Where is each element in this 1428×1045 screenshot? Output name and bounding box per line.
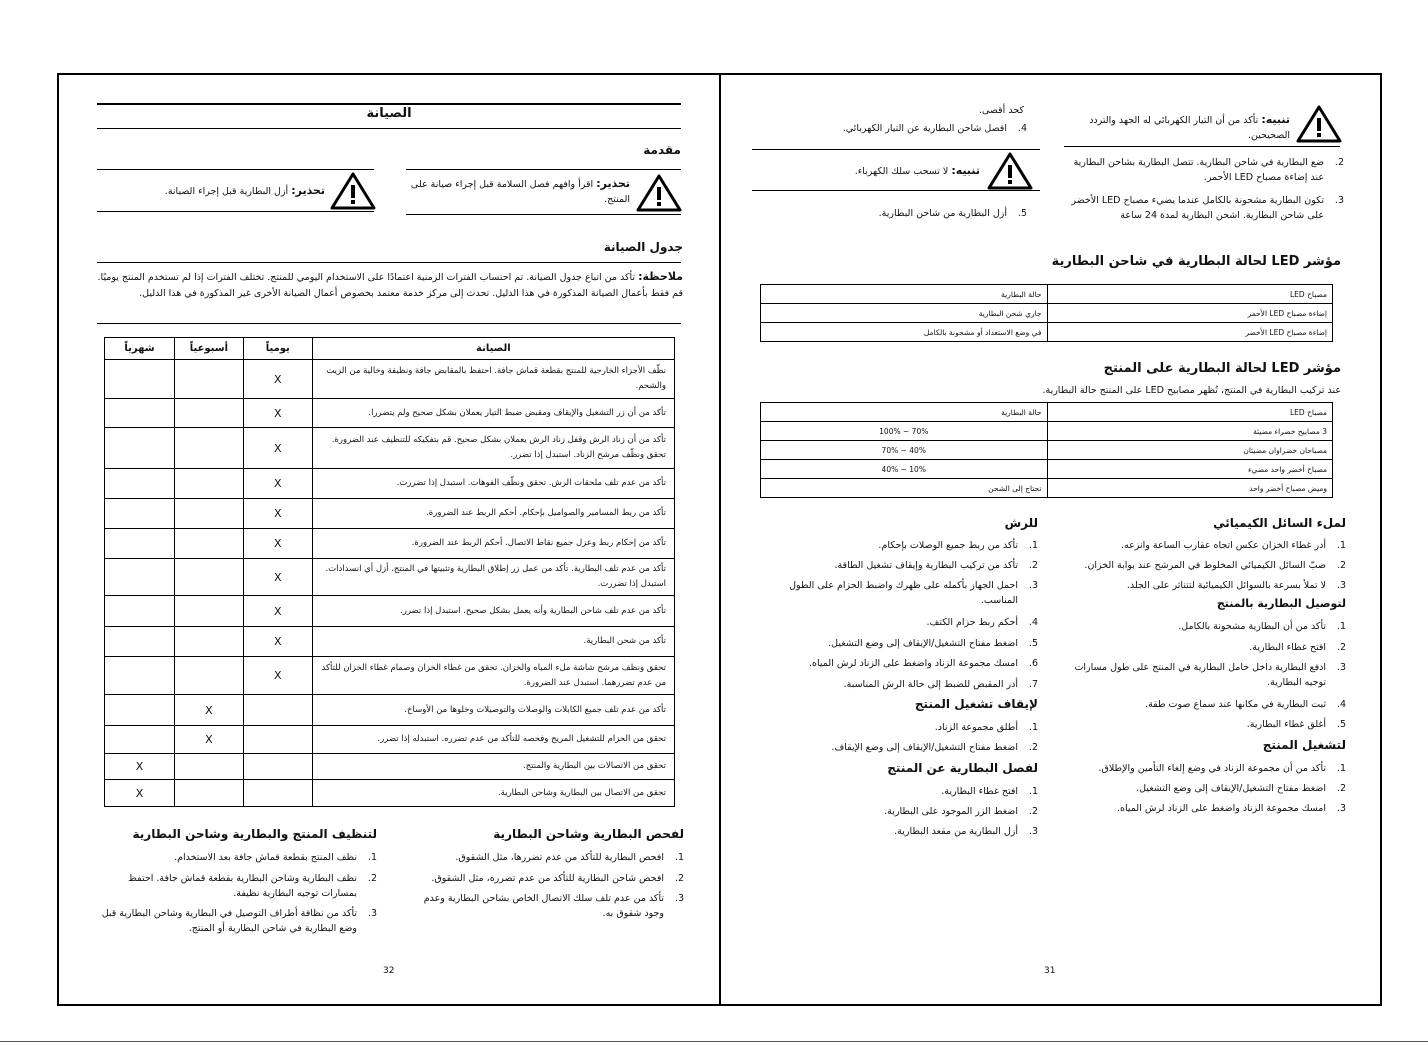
item-number: 5.	[1028, 638, 1038, 649]
item-text: تأكد من عدم تلف سلك الاتصال الخاص بشاحن البطارية وعدم وجود شقوق به.	[423, 893, 664, 919]
item-text: تأكد من تركيب البطارية وإيقاف تشغيل الطاقة.	[834, 560, 1018, 571]
table-row	[105, 529, 675, 559]
header-daily: يومياً	[243, 338, 312, 360]
item-text: افحص البطارية للتأكد من عدم تضررها، مثل الشقوق.	[455, 852, 664, 863]
warning2-body: اقرأ وافهم فصل السلامة قبل إجراء صيانة على المنتج.	[410, 179, 630, 205]
item-text: اضغط مفتاح التشغيل/الإيقاف إلى وضع التشغيل.	[828, 638, 1018, 649]
monthly-cell	[105, 399, 175, 428]
daily-cell: X	[243, 399, 312, 428]
page-number-right: 31	[1044, 966, 1056, 976]
item-number: 1.	[367, 852, 377, 863]
connect-heading: لتوصيل البطارية بالمنتج	[1216, 597, 1346, 610]
list-item	[752, 636, 1038, 651]
item-text: أطلق مجموعة الزناد.	[934, 722, 1018, 733]
item-number: 2.	[1028, 806, 1038, 817]
note-label: ملاحظة:	[638, 270, 683, 283]
table-row	[761, 479, 1333, 498]
item-number: 2.	[1028, 560, 1038, 571]
daily-cell: X	[243, 428, 312, 469]
list-item	[1064, 660, 1346, 690]
item-text: صبّ السائل الكيميائي المخلوط في المرشح عند بوابة الخزان.	[1084, 560, 1326, 571]
schedule-heading: جدول الصيانة	[603, 240, 683, 254]
item-number: 3.	[1028, 580, 1038, 591]
caution-cord-rule-bottom	[752, 190, 1040, 191]
maintenance-table	[104, 337, 675, 807]
table-row	[105, 428, 675, 469]
list-item	[97, 850, 377, 865]
intro-heading: مقدمة	[643, 143, 681, 157]
table-row	[105, 559, 675, 596]
task-cell: نظّف الأجزاء الخارجية للمنتج بقطعة قماش جافة. احتفظ بالمقابض جافة ونظيفة وخالية من الزيت والشحم.	[312, 360, 674, 399]
list-item	[752, 720, 1038, 735]
item-number: 5.	[1017, 208, 1027, 219]
weekly-cell	[174, 657, 243, 695]
list-item	[97, 871, 377, 901]
note-rule-bottom	[97, 323, 681, 324]
caution-cord-body: لا تسحب سلك الكهرباء.	[854, 166, 949, 177]
item-number: 3.	[1336, 580, 1346, 591]
item-text: ضع البطارية في شاحن البطارية. تتصل البطارية بشاحن البطارية عند إضاءة مصباح LED الأحمر.	[1073, 157, 1324, 183]
list-item	[404, 891, 684, 921]
list-item	[1064, 801, 1346, 816]
item-text: افتح غطاء البطارية.	[1249, 642, 1326, 653]
weekly-cell	[174, 360, 243, 399]
list-item	[752, 740, 1038, 755]
task-cell: تحقق من الحزام للتشغيل المريح وفحصه للتأكد من عدم تضرره. استبدله إذا تضرر.	[312, 726, 674, 754]
item-number: 2.	[1336, 783, 1346, 794]
item-text: اضغط الزر الموجود على البطارية.	[884, 806, 1018, 817]
spray-heading: للرش	[1004, 516, 1038, 530]
caution-cord-label: تنبيه:	[951, 164, 980, 177]
status-cell: تحتاج إلى الشحن	[761, 479, 1048, 498]
list-item	[752, 538, 1038, 553]
item-text: ادفع البطارية داخل حامل البطارية في المنتج على طول مسارات توجيه البطارية.	[1074, 662, 1326, 688]
status-cell: جاري شحن البطارية	[761, 304, 1048, 323]
list-item	[1064, 697, 1346, 712]
page-title: الصيانة	[366, 106, 412, 121]
list-item	[1064, 640, 1346, 655]
header-led: مصباح LED	[1047, 285, 1332, 304]
item-text: تأكد من أن مجموعة الزناد في وضع إلغاء التأمين والإطلاق.	[1098, 763, 1326, 774]
page-divider	[719, 75, 721, 1004]
task-cell: تأكد من إحكام ربط وعزل جميع نقاط الاتصال. أحكم الربط عند الضرورة.	[312, 529, 674, 559]
table-row	[105, 657, 675, 695]
caution-top-body: تأكد من أن التيار الكهربائي له الجهد والتردد الصحيحين.	[1089, 115, 1290, 141]
list-item	[752, 656, 1038, 671]
daily-cell	[243, 695, 312, 726]
clean-heading: لتنظيف المنتج والبطارية وشاحن البطارية	[132, 827, 377, 841]
item-number: 2.	[1334, 157, 1344, 168]
table-row	[105, 596, 675, 627]
item-text: تكون البطارية مشحونة بالكامل عندما يضيء مصباح LED الأخضر على شاحن البطارية. اشحن البطارية لمدة 24 ساعة	[1071, 195, 1324, 221]
warning1-text	[97, 183, 325, 199]
led-cell: إضاءة مصباح LED الأخضر	[1047, 323, 1332, 342]
task-cell: تأكد من شحن البطارية.	[312, 627, 674, 657]
led-cell: إضاءة مصباح LED الأحمر	[1047, 304, 1332, 323]
warning-triangle-icon	[636, 174, 682, 212]
stop-heading: لإيقاف تشغيل المنتج	[914, 697, 1038, 711]
item-number: 3.	[674, 893, 684, 904]
item-text: احمل الجهاز بأكمله على ظهرك واضبط الحزام على الطول المناسب.	[789, 580, 1018, 606]
task-cell: تأكد من عدم تلف ملحقات الرش. تحقق ونظّف الفوهات. استبدل إذا تضررت.	[312, 469, 674, 499]
warning1-label: تحذير:	[291, 184, 325, 197]
item-text: أدر المقبض للضبط إلى حالة الرش المناسبة.	[843, 679, 1018, 690]
caution-triangle-icon	[1296, 105, 1342, 143]
bottom-edge-line	[0, 1041, 1428, 1042]
table-row	[761, 304, 1333, 323]
weekly-cell	[174, 627, 243, 657]
item-number: 1.	[1336, 621, 1346, 632]
daily-cell: X	[243, 529, 312, 559]
warning-triangle-icon	[330, 172, 376, 210]
monthly-cell	[105, 559, 175, 596]
monthly-cell	[105, 726, 175, 754]
header-monthly: شهرياً	[105, 338, 175, 360]
daily-cell: X	[243, 596, 312, 627]
item-number: 4.	[1336, 699, 1346, 710]
item-number: 1.	[1028, 722, 1038, 733]
weekly-cell	[174, 399, 243, 428]
charger-led-heading: مؤشر LED لحالة البطارية في شاحن البطارية	[1051, 254, 1341, 269]
item-text: تأكد من أن البطارية مشحونة بالكامل.	[1178, 621, 1326, 632]
monthly-cell	[105, 627, 175, 657]
item-number: 4.	[1017, 123, 1027, 134]
table-row	[761, 422, 1333, 441]
list-item	[1064, 717, 1346, 732]
item-text: أغلق غطاء البطارية.	[1246, 719, 1326, 730]
weekly-cell	[174, 596, 243, 627]
table-row	[105, 754, 675, 780]
task-cell: تأكد من أن زناد الرش وقفل زناد الرش يعملان بشكل صحيح. قم بتفكيكه للتنظيف عند الضرورة. تحقق ونظّف مرشح الزناد. استبدل إذا تضرر.	[312, 428, 674, 469]
daily-cell: X	[243, 627, 312, 657]
list-item	[1064, 155, 1344, 185]
item-number: 7.	[1028, 679, 1038, 690]
task-cell: تحقق من الاتصالات بين البطارية والمنتج.	[312, 754, 674, 780]
note-body: تأكد من اتباع جدول الصيانة. تم احتساب الفترات الزمنية اعتمادًا على الاستخدام اليومي للمنتج. تختلف الفترات إذا لم تستخدم المنتج يوميًا. قم فقط بأعمال الصيانة المذكورة في هذا الدليل. تحدث إلى مركز خدمة معتمد بخصوص أعمال الصيانة الأخرى غير المذكورة في هذا الدليل.	[97, 272, 683, 299]
task-cell: تحقق ونظف مرشح شاشة ملء المياه والخزان. تحقق من غطاء الخزان وصمام غطاء الخزان للتأكد من عدم تضررهما. استبدل عند الضرورة.	[312, 657, 674, 695]
list-item	[1064, 578, 1346, 593]
list-item	[752, 206, 1027, 221]
item-text: امسك مجموعة الزناد واضغط على الزناد لرش المياه.	[809, 658, 1018, 669]
table-header-row	[761, 285, 1333, 304]
monthly-cell	[105, 529, 175, 559]
page-number-left: 32	[383, 966, 395, 976]
list-item	[752, 804, 1038, 819]
weekly-cell: X	[174, 695, 243, 726]
list-item	[404, 871, 684, 886]
monthly-cell	[105, 596, 175, 627]
item-number: 3.	[367, 908, 377, 919]
list-item	[752, 558, 1038, 573]
daily-cell	[243, 726, 312, 754]
monthly-cell: X	[105, 780, 175, 807]
item-text: افصل شاحن البطارية عن التيار الكهربائي.	[842, 123, 1007, 134]
item-number: 3.	[1336, 662, 1346, 673]
table-row	[105, 695, 675, 726]
item-number: 1.	[1336, 763, 1346, 774]
list-item	[752, 615, 1038, 630]
item-text: اضغط مفتاح التشغيل/الإيقاف إلى وضع الإيقاف.	[831, 742, 1018, 753]
item-number: 2.	[674, 873, 684, 884]
status-cell: في وضع الاستعداد أو مشحونة بالكامل	[761, 323, 1048, 342]
led-cell: وميض مصباح أخضر واحد	[1047, 479, 1333, 498]
warning1-body: أزل البطارية قبل إجراء الصيانة.	[164, 186, 289, 197]
item-text: أزل البطارية من مقعد البطارية.	[894, 826, 1018, 837]
note-rule-top	[97, 262, 681, 263]
item-text: أدر غطاء الخزان عكس اتجاه عقارب الساعة وانزعه.	[1120, 540, 1326, 551]
item-number: 2.	[367, 873, 377, 884]
item-text: نظف المنتج بقطعة قماش جافة بعد الاستخدام.	[174, 852, 357, 863]
table-row	[105, 399, 675, 428]
item-number: 3.	[1336, 803, 1346, 814]
weekly-cell	[174, 469, 243, 499]
daily-cell: X	[243, 559, 312, 596]
task-cell: تأكد من أن زر التشغيل والإيقاف ومقبض ضبط التيار يعملان بشكل صحيح ولم يتضررا.	[312, 399, 674, 428]
item-number: 3.	[1028, 826, 1038, 837]
table-row	[105, 469, 675, 499]
task-cell: تأكد من ربط المسامير والصواميل بإحكام. أحكم الربط عند الضرورة.	[312, 499, 674, 529]
item-text: افحص شاحن البطارية للتأكد من عدم تضرره، مثل الشقوق.	[431, 873, 664, 884]
item-text: تأكد من ربط جميع الوصلات بإحكام.	[878, 540, 1018, 551]
warning1-rule-bottom	[97, 211, 374, 212]
monthly-cell	[105, 657, 175, 695]
table-row	[105, 627, 675, 657]
item-text: لا تملأ بسرعة بالسوائل الكيميائية لتتناثر على الجلد.	[1126, 580, 1326, 591]
list-item	[1064, 761, 1346, 776]
daily-cell	[243, 754, 312, 780]
daily-cell: X	[243, 469, 312, 499]
led-cell: مصباح أخضر واحد مضيء	[1047, 460, 1333, 479]
item-number: 4.	[1028, 617, 1038, 628]
monthly-cell	[105, 428, 175, 469]
weekly-cell: X	[174, 726, 243, 754]
weekly-cell	[174, 428, 243, 469]
warning1-rule-top	[97, 169, 374, 170]
item-number: 3.	[1334, 195, 1344, 206]
item-number: 2.	[1336, 642, 1346, 653]
list-item	[1064, 558, 1346, 573]
table-row	[105, 726, 675, 754]
list-item	[752, 578, 1038, 608]
list-item	[97, 906, 377, 936]
task-cell: تأكد من عدم تلف جميع الكابلات والوصلات والتوصيلات وخلوها من الأوساخ.	[312, 695, 674, 726]
monthly-cell	[105, 695, 175, 726]
table-row	[761, 460, 1333, 479]
table-row	[105, 360, 675, 399]
start-heading: لتشغيل المنتج	[1262, 738, 1346, 752]
title-rule-bottom	[97, 128, 681, 129]
maintenance-note	[97, 269, 683, 302]
caution-top-label: تنبيه:	[1261, 113, 1290, 126]
warning2-rule-bottom	[406, 214, 681, 215]
fill-heading: لملء السائل الكيميائي	[1213, 516, 1346, 530]
weekly-cell	[174, 559, 243, 596]
disconnect-heading: لفصل البطارية عن المنتج	[887, 761, 1038, 775]
header-task: الصيانة	[312, 338, 674, 360]
item-text: امسك مجموعة الزناد واضغط على الزناد لرش المياه.	[1117, 803, 1326, 814]
table-row	[761, 441, 1333, 460]
table-row	[761, 323, 1333, 342]
list-item	[752, 677, 1038, 692]
item-number: 6.	[1028, 658, 1038, 669]
item-number: 2.	[1336, 560, 1346, 571]
step3-continuation: كحد أقصى.	[978, 105, 1024, 116]
header-led: مصباح LED	[1047, 403, 1333, 422]
item-text: اضغط مفتاح التشغيل/الإيقاف إلى وضع التشغيل.	[1136, 783, 1326, 794]
product-led-table	[760, 402, 1333, 498]
daily-cell: X	[243, 499, 312, 529]
list-item	[752, 784, 1038, 799]
task-cell: تأكد من عدم تلف شاحن البطارية وأنه يعمل بشكل صحيح. استبدل إذا تضرر.	[312, 596, 674, 627]
item-text: ثبت البطارية في مكانها عند سماع صوت طقة.	[1145, 699, 1326, 710]
item-number: 1.	[674, 852, 684, 863]
title-rule-top	[97, 103, 681, 105]
charger-led-table	[760, 284, 1333, 342]
status-cell: 70% ~ 100%	[761, 422, 1048, 441]
led-cell: 3 مصابيح خضراء مضيئة	[1047, 422, 1333, 441]
monthly-cell: X	[105, 754, 175, 780]
weekly-cell	[174, 529, 243, 559]
weekly-cell	[174, 780, 243, 807]
table-header-row	[761, 403, 1333, 422]
list-item	[1064, 538, 1346, 553]
caution-triangle-icon	[987, 152, 1033, 190]
item-text: افتح غطاء البطارية.	[941, 786, 1018, 797]
status-cell: 10% ~ 40%	[761, 460, 1048, 479]
warning2-label: تحذير:	[596, 177, 630, 190]
caution-cord-text	[752, 163, 980, 179]
item-number: 5.	[1336, 719, 1346, 730]
list-item	[752, 824, 1038, 839]
list-item	[752, 121, 1027, 136]
header-status: حالة البطارية	[761, 285, 1048, 304]
header-status: حالة البطارية	[761, 403, 1048, 422]
item-text: أزل البطارية من شاحن البطارية.	[878, 208, 1007, 219]
item-number: 1.	[1028, 540, 1038, 551]
item-number: 1.	[1028, 786, 1038, 797]
warning2-rule-top	[406, 169, 681, 170]
item-number: 1.	[1336, 540, 1346, 551]
daily-cell: X	[243, 360, 312, 399]
weekly-cell	[174, 754, 243, 780]
list-item	[1064, 781, 1346, 796]
item-text: نظف البطارية وشاحن البطارية بقطعة قماش جافة. احتفظ بمسارات توجيه البطارية نظيفة.	[128, 873, 357, 899]
monthly-cell	[105, 469, 175, 499]
list-item	[1064, 193, 1344, 223]
weekly-cell	[174, 499, 243, 529]
table-header-row	[105, 338, 675, 360]
list-item	[404, 850, 684, 865]
item-text: تأكد من نظافة أطراف التوصيل في البطارية وشاحن البطارية قبل وضع البطارية في شاحن البطارية أو المنتج.	[101, 908, 357, 934]
header-weekly: أسبوعياً	[174, 338, 243, 360]
list-item	[1064, 619, 1346, 634]
table-row	[105, 499, 675, 529]
caution-top-text	[1064, 112, 1290, 143]
item-number: 2.	[1028, 742, 1038, 753]
daily-cell: X	[243, 657, 312, 695]
caution-rule	[1064, 146, 1340, 147]
led-cell: مصباحان خضراوان مضيئان	[1047, 441, 1333, 460]
caution-cord-rule-top	[752, 149, 1040, 150]
monthly-cell	[105, 499, 175, 529]
monthly-cell	[105, 360, 175, 399]
item-text: أحكم ربط حزام الكتف.	[926, 617, 1018, 628]
table-row	[105, 780, 675, 807]
task-cell: تحقق من الاتصال بين البطارية وشاحن البطارية.	[312, 780, 674, 807]
product-led-intro: عند تركيب البطارية في المنتج، تُظهر مصابيح LED على المنتج حالة البطارية.	[1042, 385, 1341, 396]
task-cell: تأكد من عدم تلف البطارية. تأكد من عمل زر إطلاق البطارية وتثبيتها في المنتج. أزل أي انسدادات. استبدل إذا تضررت.	[312, 559, 674, 596]
status-cell: 40% ~ 70%	[761, 441, 1048, 460]
product-led-heading: مؤشر LED لحالة البطارية على المنتج	[1103, 361, 1341, 376]
daily-cell	[243, 780, 312, 807]
warning2-text	[406, 176, 630, 207]
inspect-heading: لفحص البطارية وشاحن البطارية	[493, 827, 684, 841]
